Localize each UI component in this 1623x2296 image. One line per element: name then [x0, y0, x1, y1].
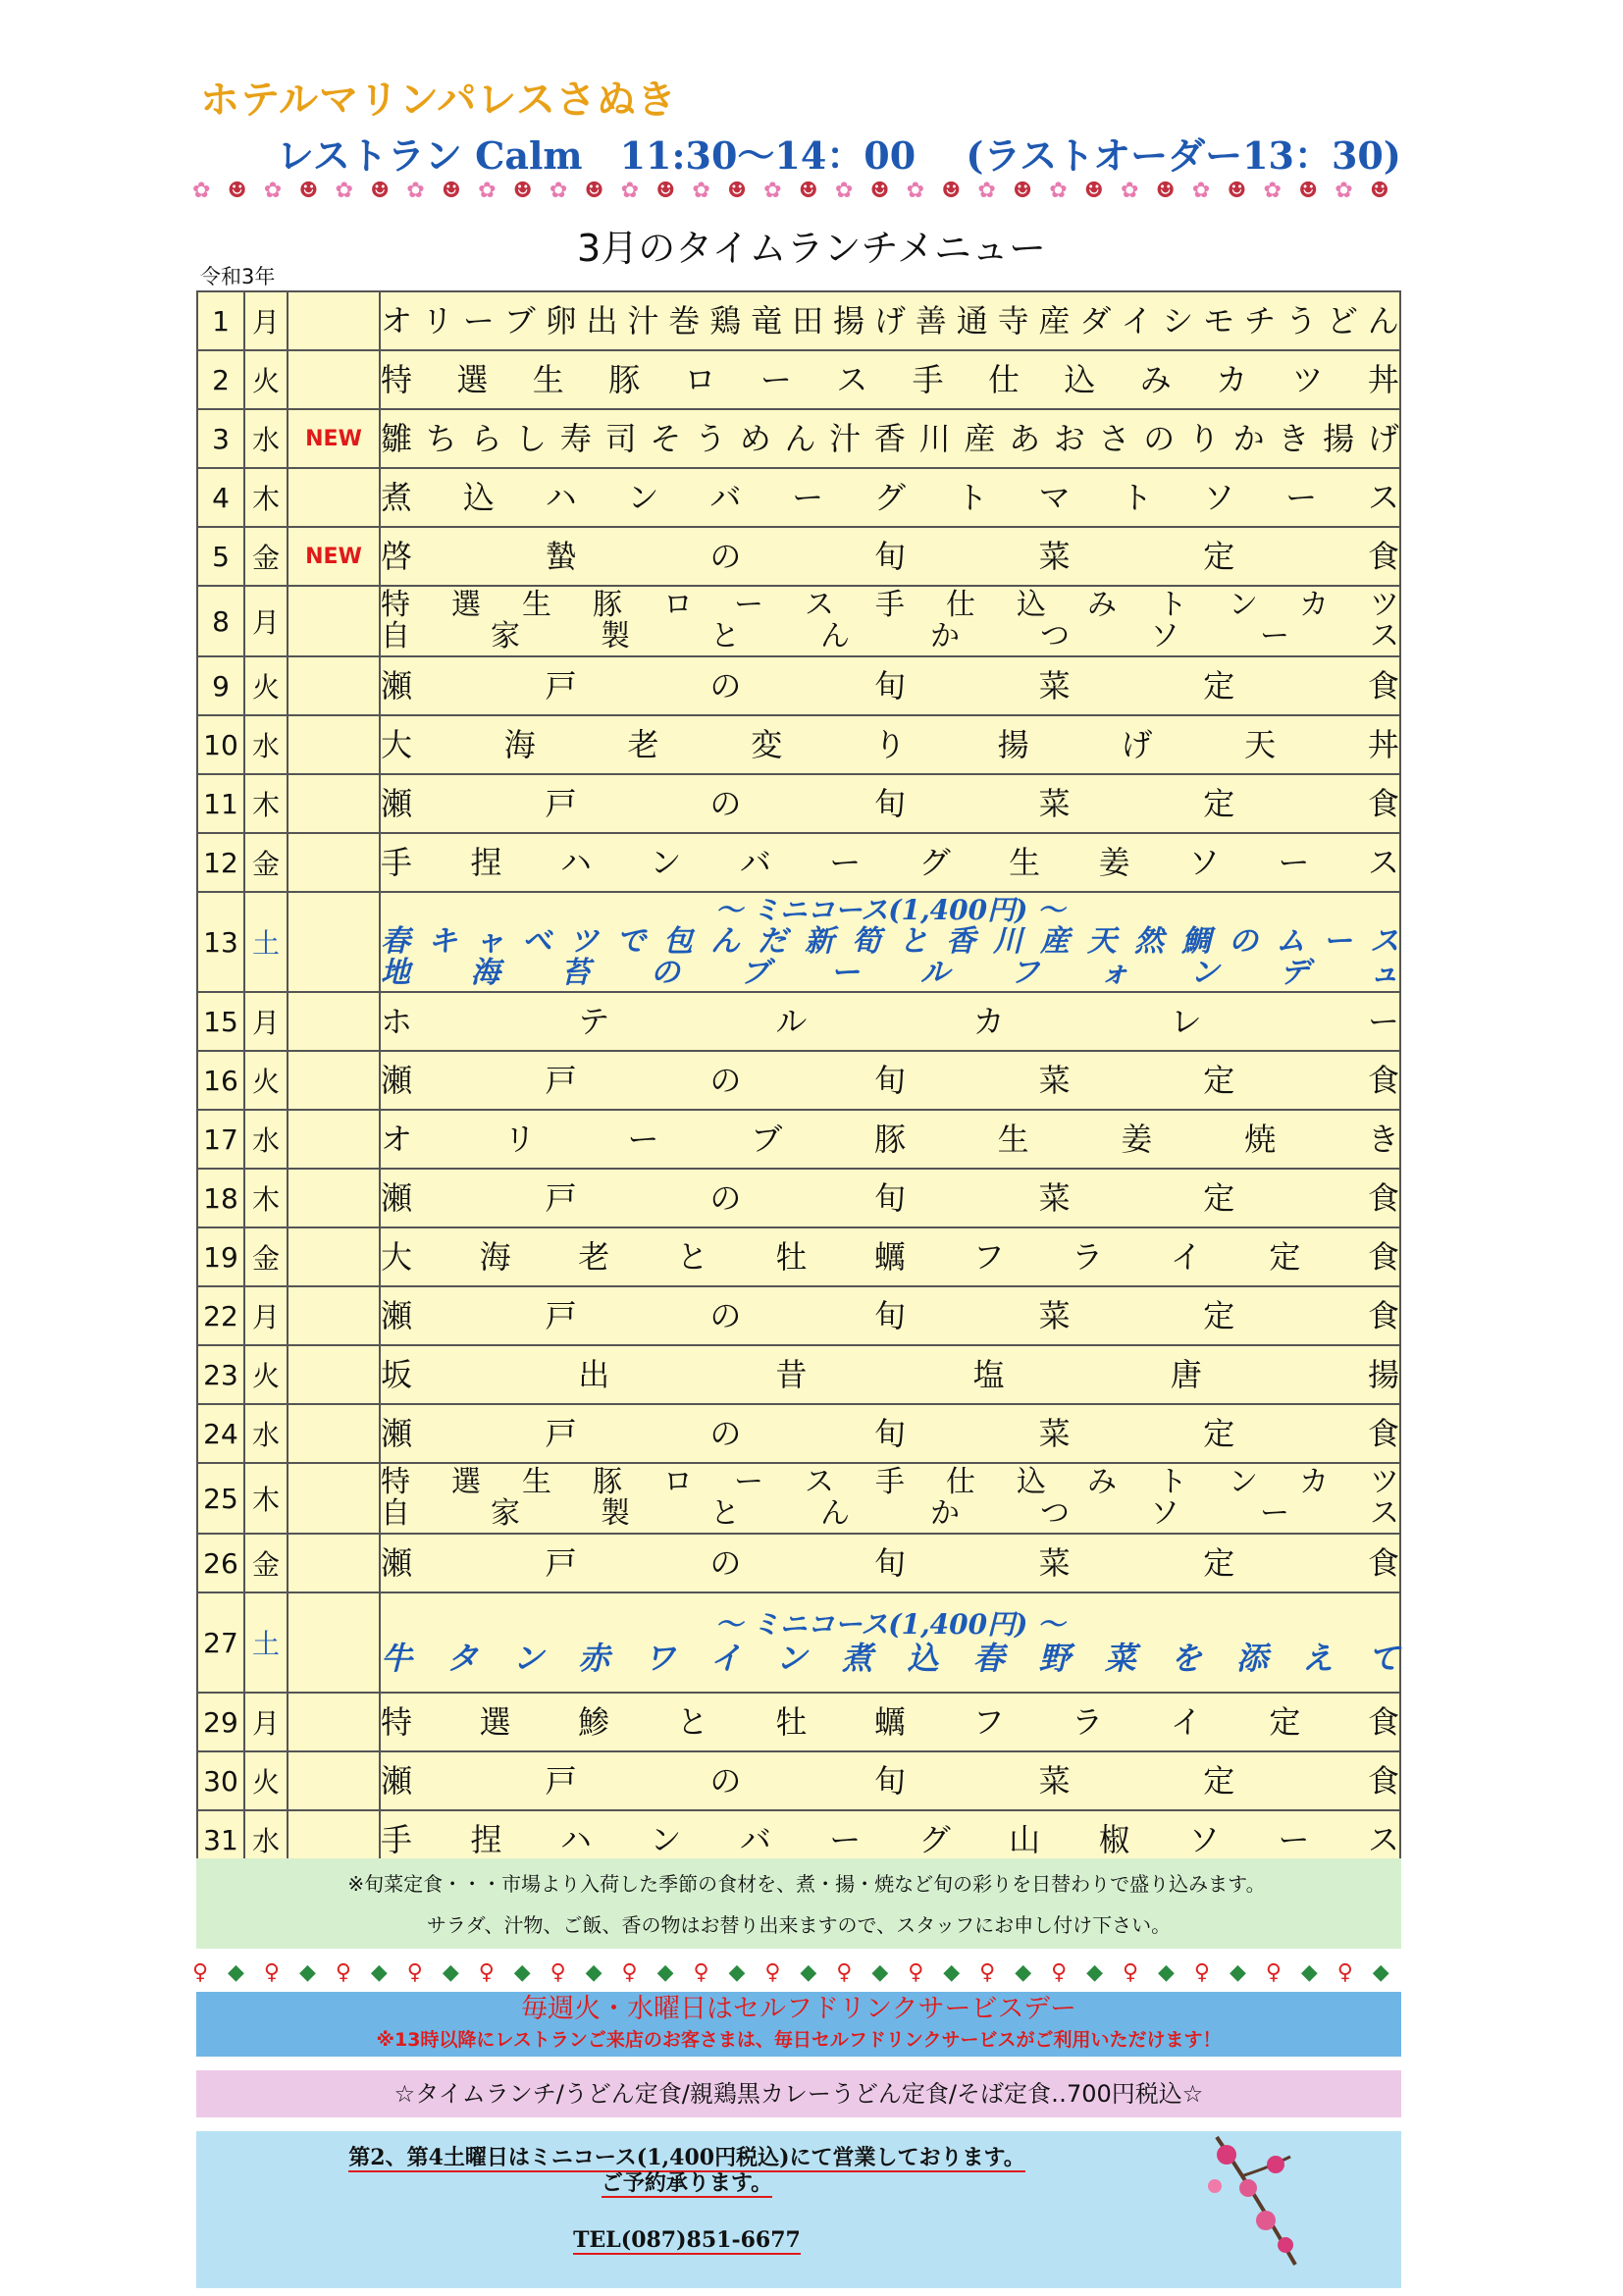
menu-title: 3月のタイムランチメニュー [577, 227, 1046, 270]
menu-row [197, 774, 1400, 833]
decor-icon-b: ◆ [1015, 1960, 1032, 1985]
decor-icon-b: ◆ [228, 1960, 244, 1985]
menu-day: 23 [197, 1345, 244, 1404]
menu-new-tag [288, 1592, 380, 1693]
dish-line: 瀬 戸 の 旬 菜 定 食 [381, 1062, 1399, 1099]
dish-line: 坂 出 昔 塩 唐 揚 [381, 1356, 1399, 1393]
dish-line: 手 捏 ハ ン バ ー グ 生 姜 ソ ー ス [381, 844, 1399, 881]
menu-weekday: 木 [244, 1169, 288, 1227]
menu-new-tag [288, 586, 380, 656]
dish-line: 自 家 製 と ん か つ ソ ー ス [381, 1496, 1399, 1531]
menu-day: 12 [197, 833, 244, 892]
decor-icon-b: ☻ [941, 179, 962, 203]
menu-dish [380, 527, 1400, 586]
menu-new-tag [288, 715, 380, 774]
menu-new-tag [288, 1286, 380, 1345]
menu-new-tag [288, 656, 380, 715]
decor-icon-a: ✿ [549, 179, 568, 203]
decor-icon-b: ◆ [442, 1960, 459, 1985]
menu-weekday: 木 [244, 468, 288, 527]
menu-weekday: 水 [244, 409, 288, 468]
decor-icon-a: ✿ [1335, 179, 1353, 203]
hina-doll-decoration [192, 177, 1389, 206]
menu-new-tag [288, 468, 380, 527]
decor-icon-a: ✿ [906, 179, 925, 203]
menu-dish [380, 715, 1400, 774]
menu-row [197, 1345, 1400, 1404]
notes-band [196, 1858, 1401, 1949]
decor-icon-a: ♀ [621, 1960, 638, 1985]
decor-icon-a: ♀ [406, 1960, 423, 1985]
menu-row [197, 833, 1400, 892]
dish-line: 瀬 戸 の 旬 菜 定 食 [381, 1415, 1399, 1452]
decor-icon-a: ✿ [406, 179, 425, 203]
decor-icon-a: ♀ [908, 1960, 924, 1985]
dish-line: 瀬 戸 の 旬 菜 定 食 [381, 1544, 1399, 1582]
menu-day: 27 [197, 1592, 244, 1693]
decor-icon-b: ◆ [800, 1960, 817, 1985]
menu-row [197, 409, 1400, 468]
menu-row [197, 1051, 1400, 1110]
menu-day: 24 [197, 1404, 244, 1463]
decor-icon-b: ☻ [1298, 179, 1318, 203]
drink-title: 毎週火・水曜日はセルフドリンクサービスデー [521, 1994, 1076, 2024]
decor-icon-b: ☻ [1013, 179, 1032, 203]
menu-new-tag [288, 892, 380, 992]
mini-course-note: ～ ミニコース(1,400円) ～ [714, 894, 1066, 926]
menu-weekday: 金 [244, 1227, 288, 1286]
decor-icon-a: ♀ [1193, 1960, 1210, 1985]
menu-day: 9 [197, 656, 244, 715]
menu-dish [380, 892, 1400, 992]
dish-line: 特 選 生 豚 ロ ー ス 手 仕 込 み ト ン カ ツ [381, 588, 1399, 622]
dish-line: 瀬 戸 の 旬 菜 定 食 [381, 785, 1399, 822]
menu-weekday: 火 [244, 1051, 288, 1110]
decor-icon-b: ☻ [1369, 179, 1389, 203]
menu-dish [380, 468, 1400, 527]
decor-icon-b: ☻ [655, 179, 676, 203]
hotel-name: ホテルマリンパレスさぬき [200, 77, 677, 123]
menu-weekday: 月 [244, 992, 288, 1051]
dish-line: 啓 蟄 の 旬 菜 定 食 [381, 538, 1399, 575]
decor-icon-b: ☻ [798, 179, 818, 203]
menu-row [197, 1169, 1400, 1227]
menu-day: 22 [197, 1286, 244, 1345]
menu-new-tag [288, 833, 380, 892]
decor-icon-b: ◆ [728, 1960, 746, 1985]
menu-dish [380, 1345, 1400, 1404]
dish-line: 瀬 戸 の 旬 菜 定 食 [381, 1297, 1399, 1334]
menu-new-tag [288, 1227, 380, 1286]
menu-new-tag [288, 1169, 380, 1227]
decor-icon-a: ♀ [1265, 1960, 1282, 1985]
decor-icon-b: ◆ [1229, 1960, 1246, 1985]
dish-line: オ リ ー ブ 豚 生 姜 焼 き [381, 1121, 1399, 1158]
menu-day: 13 [197, 892, 244, 992]
menu-row [197, 1463, 1400, 1534]
menu-weekday: 木 [244, 1463, 288, 1534]
menu-new-tag [288, 1404, 380, 1463]
decor-icon-b: ☻ [1155, 179, 1176, 203]
dish-line: ホ テ ル カ レ ー [381, 1003, 1399, 1040]
menu-dish [380, 1110, 1400, 1169]
menu-day: 25 [197, 1463, 244, 1534]
decor-icon-b: ☻ [442, 179, 461, 203]
decor-icon-a: ✿ [692, 179, 710, 203]
menu-dish [380, 1404, 1400, 1463]
decor-icon-b: ◆ [1300, 1960, 1318, 1985]
decor-icon-a: ♀ [478, 1960, 495, 1985]
restaurant-hours: レストラン Calm 11:30～14：00 (ラストオーダー13：30) [277, 133, 1401, 178]
decor-icon-a: ✿ [1120, 179, 1139, 203]
dish-line: 春 キ ャ ベ ツ で 包 ん だ 新 筍 と 香 川 産 天 然 鯛 の ム ー ス [381, 924, 1399, 959]
menu-row [197, 1534, 1400, 1592]
menu-day: 2 [197, 350, 244, 409]
decor-icon-b: ◆ [1086, 1960, 1104, 1985]
menu-day: 1 [197, 291, 244, 350]
menu-dish [380, 1286, 1400, 1345]
menu-dish [380, 1534, 1400, 1592]
decor-icon-b: ☻ [298, 179, 319, 203]
menu-dish [380, 833, 1400, 892]
menu-day: 29 [197, 1693, 244, 1751]
menu-new-tag [288, 1693, 380, 1751]
dish-line: 特 選 生 豚 ロ ー ス 手 仕 込 み ト ン カ ツ [381, 1465, 1399, 1499]
dish-line: 大 海 老 変 り 揚 げ 天 丼 [381, 726, 1399, 763]
menu-day: 30 [197, 1751, 244, 1810]
decor-icon-b: ☻ [227, 179, 247, 203]
decor-icon-a: ♀ [263, 1960, 281, 1985]
menu-weekday: 土 [244, 1592, 288, 1693]
decor-icon-b: ◆ [585, 1960, 602, 1985]
menu-day: 31 [197, 1810, 244, 1869]
decor-icon-b: ☻ [584, 179, 604, 203]
decor-icon-a: ✿ [763, 179, 782, 203]
decor-icon-a: ✿ [977, 179, 996, 203]
decor-icon-b: ☻ [1083, 179, 1104, 203]
menu-new-tag [288, 291, 380, 350]
decor-icon-b: ☻ [370, 179, 390, 203]
decor-icon-a: ✿ [192, 179, 211, 203]
menu-weekday: 金 [244, 833, 288, 892]
menu-new-tag [288, 1110, 380, 1169]
drink-service-band [196, 1992, 1401, 2057]
menu-weekday: 月 [244, 291, 288, 350]
saturday-info-line-2: ご予約承ります。 [601, 2170, 773, 2196]
decor-icon-b: ☻ [869, 179, 890, 203]
menu-row [197, 291, 1400, 350]
menu-weekday: 水 [244, 1404, 288, 1463]
decor-icon-a: ♀ [1122, 1960, 1139, 1985]
menu-row [197, 1693, 1400, 1751]
mini-course-note: ～ ミニコース(1,400円) ～ [714, 1608, 1066, 1641]
menu-new-tag [288, 1463, 380, 1534]
menu-weekday: 水 [244, 1810, 288, 1869]
menu-dish [380, 992, 1400, 1051]
menu-weekday: 火 [244, 350, 288, 409]
menu-weekday: 金 [244, 1534, 288, 1592]
decor-icon-a: ✿ [335, 179, 353, 203]
menu-day: 17 [197, 1110, 244, 1169]
menu-dish [380, 586, 1400, 656]
decor-icon-a: ✿ [478, 179, 497, 203]
decor-icon-b: ◆ [943, 1960, 961, 1985]
decor-icon-b: ◆ [513, 1960, 531, 1985]
decor-icon-a: ✿ [1191, 179, 1211, 203]
menu-dish [380, 1051, 1400, 1110]
note-line-2: サラダ、汁物、ご飯、香の物はお替り出来ますので、スタッフにお申し付け下さい。 [426, 1913, 1172, 1937]
drink-subtext: ※13時以降にレストランご来店のお客さまは、毎日セルフドリンクサービスがご利用いただけます！ [376, 2029, 1222, 2051]
menu-day: 11 [197, 774, 244, 833]
menu-dish [380, 1227, 1400, 1286]
menu-weekday: 月 [244, 1693, 288, 1751]
menu-day: 26 [197, 1534, 244, 1592]
decor-icon-a: ♀ [764, 1960, 781, 1985]
menu-weekday: 月 [244, 1286, 288, 1345]
menu-dish [380, 350, 1400, 409]
menu-day: 15 [197, 992, 244, 1051]
decor-icon-a: ♀ [335, 1960, 351, 1985]
dish-line: 手 捏 ハ ン バ ー グ 山 椒 ソ ー ス [381, 1821, 1399, 1858]
menu-day: 4 [197, 468, 244, 527]
decor-icon-a: ✿ [834, 179, 854, 203]
menu-new-tag [288, 774, 380, 833]
menu-new-tag [288, 1751, 380, 1810]
menu-weekday: 水 [244, 1110, 288, 1169]
menu-dish [380, 656, 1400, 715]
menu-day: 10 [197, 715, 244, 774]
dish-line: 牛 タ ン 赤 ワ イ ン 煮 込 春 野 菜 を 添 え て [381, 1640, 1399, 1677]
menu-weekday: 水 [244, 715, 288, 774]
decor-icon-a: ♀ [1336, 1960, 1353, 1985]
menu-row [197, 1110, 1400, 1169]
menu-dish [380, 1463, 1400, 1534]
decor-icon-a: ♀ [1051, 1960, 1068, 1985]
decor-icon-b: ☻ [512, 179, 533, 203]
menu-row [197, 892, 1400, 992]
menu-day: 19 [197, 1227, 244, 1286]
dish-line: オ リ ー ブ 卵 出 汁 巻 鶏 竜 田 揚 げ 善 通 寺 産 ダ イ シ モ チ う ど ん [381, 302, 1399, 339]
decor-icon-b: ☻ [1227, 179, 1247, 203]
menu-dish [380, 1592, 1400, 1693]
menu-row [197, 586, 1400, 656]
menu-new-tag [288, 1051, 380, 1110]
menu-row [197, 1286, 1400, 1345]
decor-icon-b: ☻ [727, 179, 747, 203]
dish-line: 特 選 鯵 と 牡 蠣 フ ラ イ 定 食 [381, 1703, 1399, 1741]
menu-weekday: 土 [244, 892, 288, 992]
menu-row [197, 1592, 1400, 1693]
menu-new-tag [288, 1345, 380, 1404]
decor-icon-b: ◆ [656, 1960, 674, 1985]
saturday-info-line-1: 第2、第4土曜日はミニコース(1,400円税込)にて営業しております。 [348, 2145, 1025, 2170]
dish-line: 特 選 生 豚 ロ ー ス 手 仕 込 み カ ツ 丼 [381, 361, 1399, 398]
decor-icon-a: ✿ [263, 179, 283, 203]
menu-dish [380, 774, 1400, 833]
menu-weekday: 火 [244, 1751, 288, 1810]
note-line-1: ※旬菜定食・・・市場より入荷した季節の食材を、煮・揚・焼など旬の彩りを日替わりで盛り込みます。 [347, 1872, 1266, 1896]
decor-icon-b: ◆ [1158, 1960, 1175, 1985]
menu-day: 3 [197, 409, 244, 468]
menu-row [197, 1751, 1400, 1810]
menu-day: 8 [197, 586, 244, 656]
menu-weekday: 月 [244, 586, 288, 656]
decor-icon-a: ♀ [836, 1960, 853, 1985]
dish-line: 瀬 戸 の 旬 菜 定 食 [381, 1762, 1399, 1800]
plum-blossom-icon [1197, 2127, 1315, 2274]
decor-icon-a: ✿ [1263, 179, 1282, 203]
menu-dish [380, 1169, 1400, 1227]
menu-row [197, 715, 1400, 774]
menu-dish [380, 409, 1400, 468]
menu-weekday: 金 [244, 527, 288, 586]
era-label: 令和3年 [200, 265, 276, 288]
menu-new-tag: NEW [288, 409, 380, 468]
decor-icon-a: ♀ [192, 1960, 209, 1985]
dish-line: 瀬 戸 の 旬 菜 定 食 [381, 1179, 1399, 1217]
menu-dish [380, 291, 1400, 350]
lunch-menu-table [196, 290, 1401, 1870]
dish-line: 煮 込 ハ ン バ ー グ ト マ ト ソ ー ス [381, 479, 1399, 516]
menu-dish [380, 1693, 1400, 1751]
menu-day: 5 [197, 527, 244, 586]
menu-new-tag [288, 1534, 380, 1592]
decor-icon-a: ✿ [620, 179, 640, 203]
decor-icon-b: ◆ [1372, 1960, 1389, 1985]
menu-row [197, 1404, 1400, 1463]
menu-weekday: 木 [244, 774, 288, 833]
decor-icon-b: ◆ [298, 1960, 316, 1985]
decor-icon-b: ◆ [370, 1960, 388, 1985]
menu-weekday: 火 [244, 1345, 288, 1404]
menu-row [197, 350, 1400, 409]
menu-day: 18 [197, 1169, 244, 1227]
decor-icon-a: ♀ [550, 1960, 566, 1985]
menu-weekday: 火 [244, 656, 288, 715]
menu-row [197, 527, 1400, 586]
menu-row [197, 1227, 1400, 1286]
menu-new-tag [288, 992, 380, 1051]
menu-day: 16 [197, 1051, 244, 1110]
decor-icon-b: ◆ [871, 1960, 889, 1985]
dish-line: 雛 ち ら し 寿 司 そ う め ん 汁 香 川 産 あ お さ の り か き 揚 げ [381, 420, 1399, 457]
menu-new-tag [288, 350, 380, 409]
dish-line: 自 家 製 と ん か つ ソ ー ス [381, 619, 1399, 653]
lantern-decoration [192, 1958, 1389, 1988]
decor-icon-a: ♀ [693, 1960, 709, 1985]
decor-icon-a: ♀ [979, 1960, 996, 1985]
menu-dish [380, 1751, 1400, 1810]
menu-new-tag: NEW [288, 527, 380, 586]
dish-line: 大 海 老 と 牡 蠣 フ ラ イ 定 食 [381, 1238, 1399, 1276]
dish-line: 地 海 苔 の ブ ー ル フ ォ ン デ ュ [381, 956, 1399, 990]
menu-row [197, 468, 1400, 527]
menu-row [197, 656, 1400, 715]
telephone-number: TEL(087)851-6677 [573, 2227, 801, 2253]
menu-row [197, 992, 1400, 1051]
price-band: ☆タイムランチ/うどん定食/親鶏黒カレーうどん定食/そば定食‥700円税込☆ [196, 2070, 1401, 2117]
decor-icon-a: ✿ [1049, 179, 1068, 203]
dish-line: 瀬 戸 の 旬 菜 定 食 [381, 667, 1399, 704]
